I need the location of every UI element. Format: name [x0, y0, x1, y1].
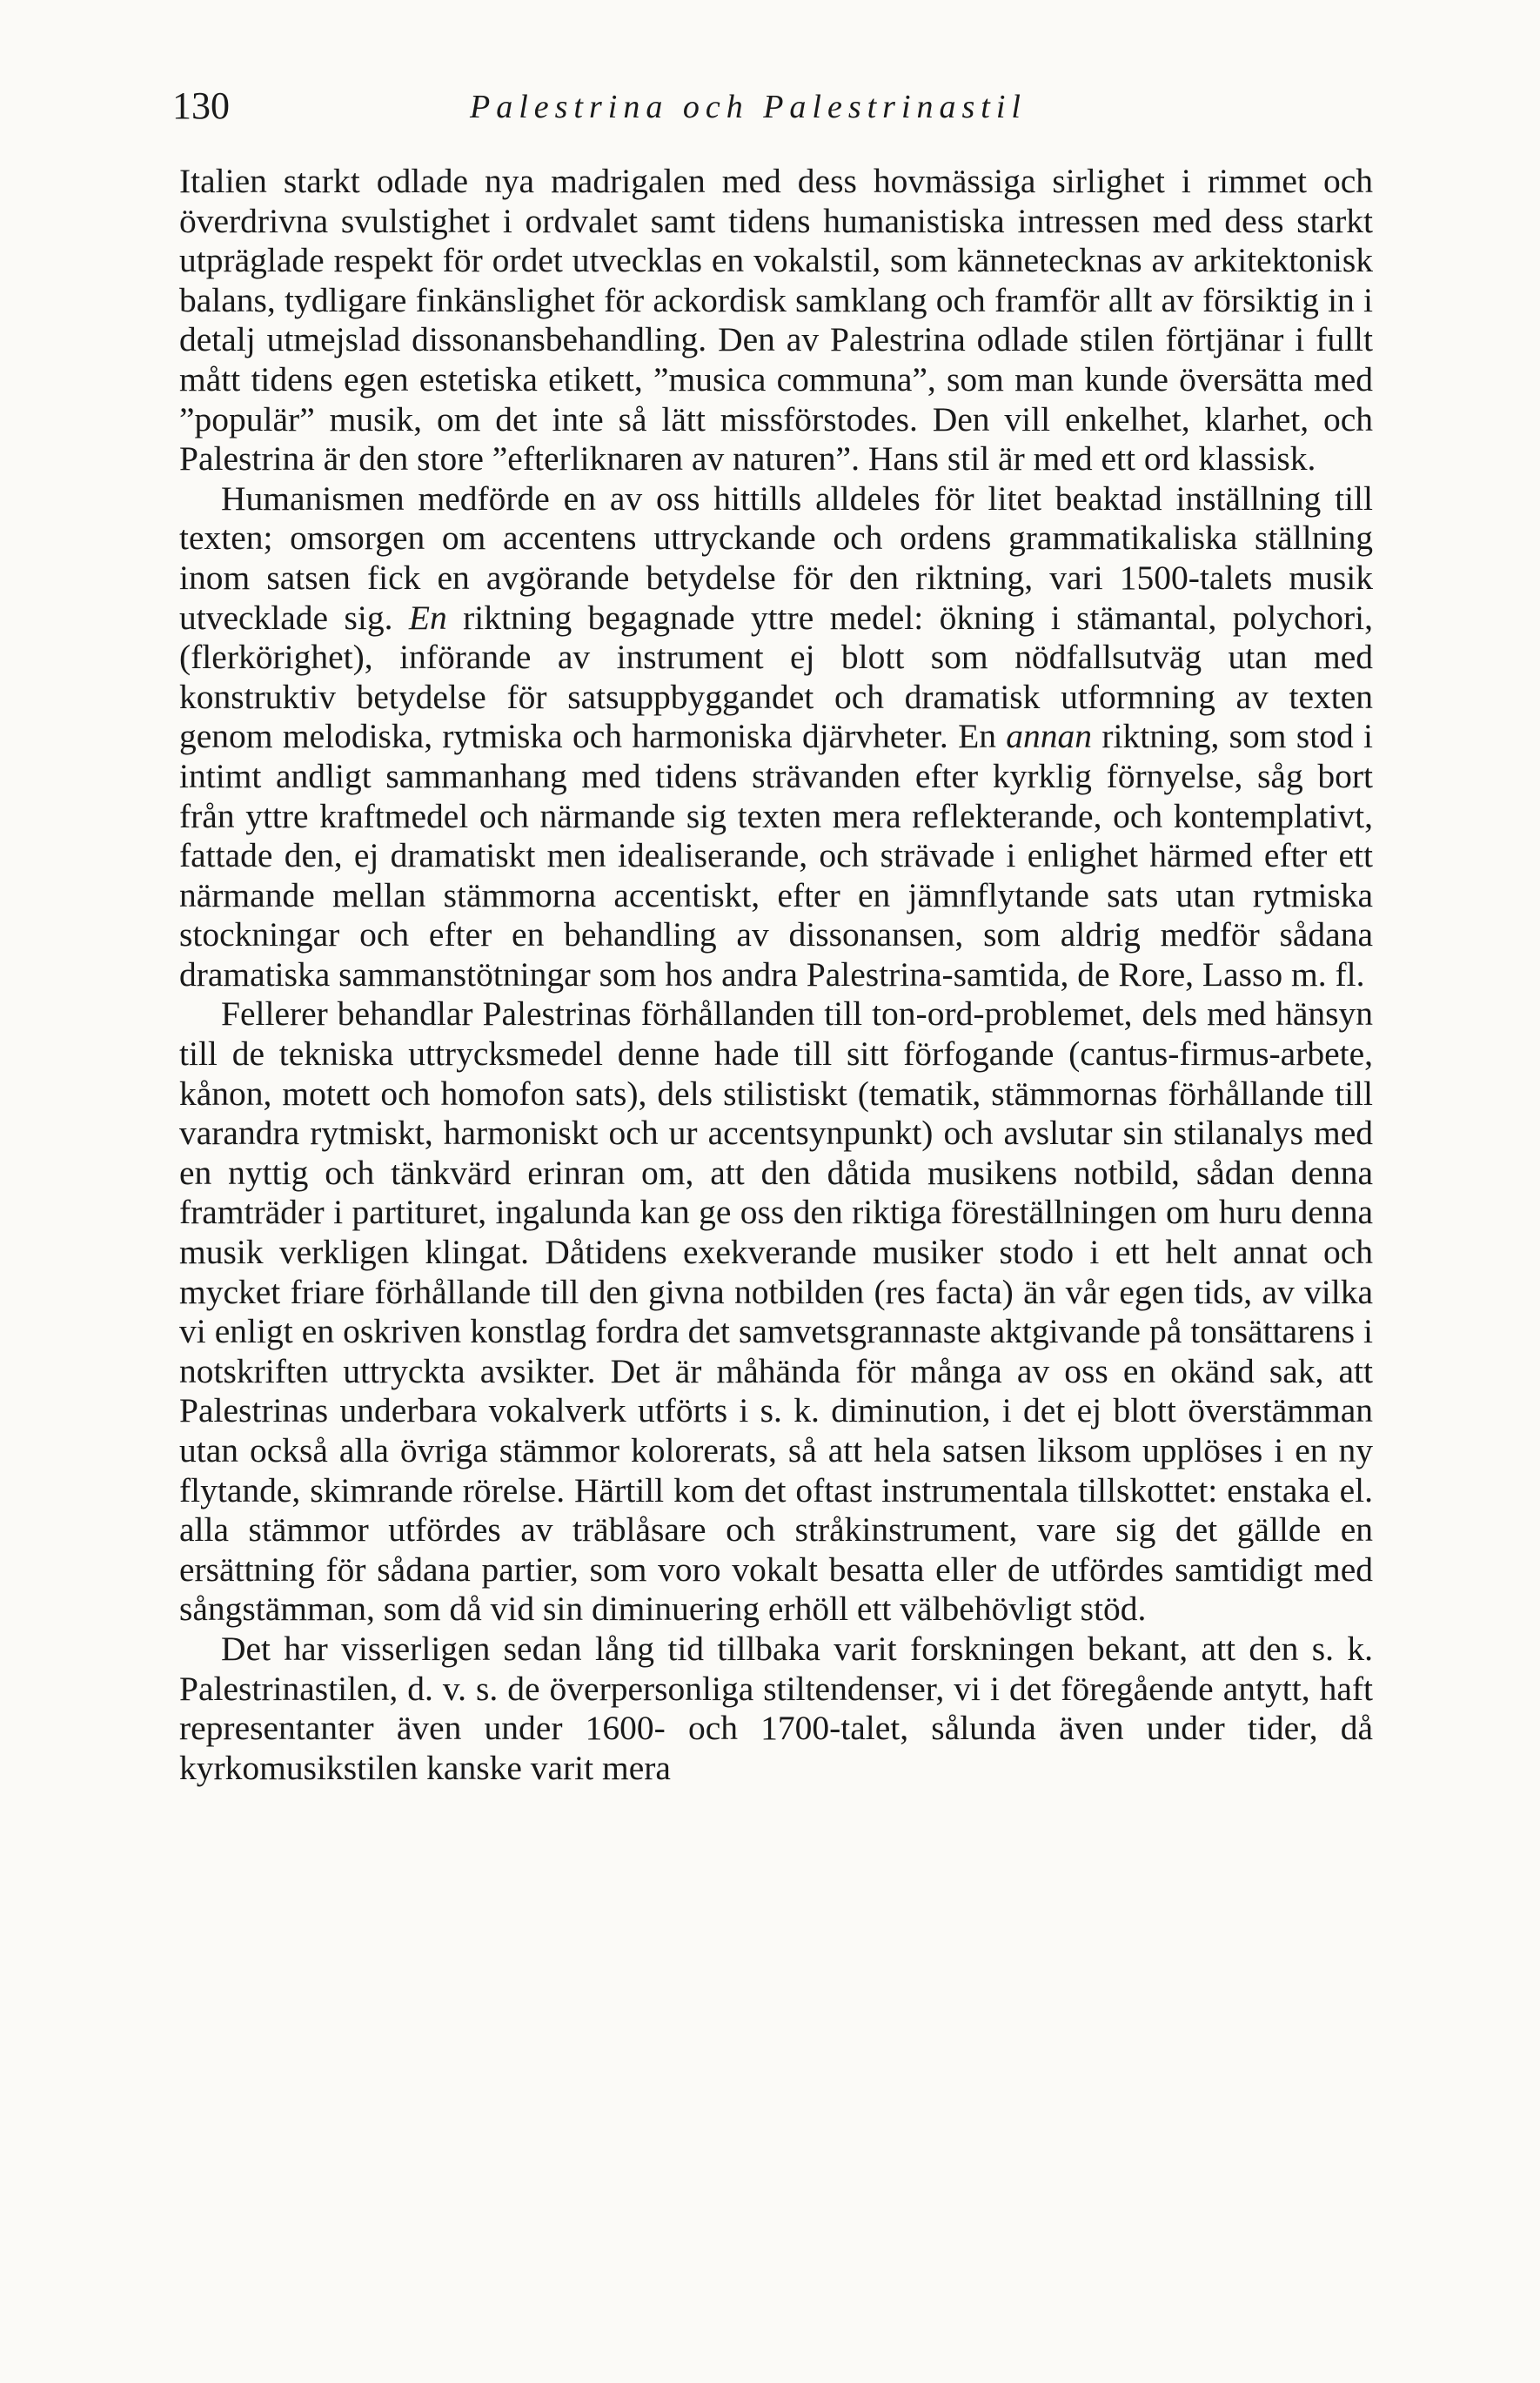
paragraph-3: [179, 994, 1373, 1630]
emphasis-en: En: [408, 598, 447, 637]
paragraph-2: [179, 479, 1373, 995]
emphasis-annan: annan: [1006, 717, 1093, 756]
page-number: 130: [172, 84, 230, 127]
running-title: Palestrina och Palestrinastil: [470, 89, 1027, 125]
paragraph-text: Humanismen medförde en av oss hittills alldeles för litet beaktad inställning till texten; omsorgen om accentens uttryckande och ordens grammatikaliska ställning inom satsen fick en avgörande betydelse för den riktning, vari 1500-talets musik utvecklade sig.: [179, 479, 1373, 637]
paragraph-text: Italien starkt odlade nya madrigalen med dess hovmässiga sirlighet i rimmet och överdrivna svulstighet i ordvalet samt tidens humanistiska intressen med dess starkt utpräglade respekt för ordet utvecklas en vokalstil, som kännetecknas av arkitektonisk balans, tydligare finkänslighet för ackordisk samklang och framför allt av försiktig in i detalj utmejslad dissonansbehandling. Den av Palestrina odlade stilen förtjänar i fullt mått tidens egen estetiska etikett, ”musica communa”, som man kunde översätta med ”populär” musik, om det inte så lätt missförstodes. Den vill enkelhet, klarhet, och Palestrina är den store ”efterliknaren av naturen”. Hans stil är med ett ord klassisk.: [179, 162, 1373, 479]
paragraph-text: Det har visserligen sedan lång tid tillbaka varit forskningen bekant, att den s. k. Palestrinastilen, d. v. s. de överpersonliga stiltendenser, vi i det föregående antytt, haft representanter även under 1600- och 1700-talet, sålunda även under tider, då kyrkomusikstilen kanske varit mera: [179, 1629, 1373, 1787]
paragraph-text: Fellerer behandlar Palestrinas förhållanden till ton-ord-problemet, dels med hänsyn till de tekniska uttrycksmedel denne hade till sitt förfogande (cantus-firmus-arbete, kånon, motett och homofon sats), dels stilistiskt (tematik, stämmornas förhållande till varandra rytmiskt, harmoniskt och ur accentsynpunkt) och avslutar sin stilanalys med en nyttig och tänkvärd erinran om, att den dåtida musikens notbild, sådan denna framträder i partituret, ingalunda kan ge oss den riktiga föreställningen om huru denna musik verkligen klingat. Dåtidens exekverande musiker stodo i ett helt annat och mycket friare förhållande till den givna notbilden (res facta) än vår egen tids, av vilka vi enligt en oskriven konstlag fordra det samvetsgrannaste aktgivande på tonsättarens i notskriften uttryckta avsikter. Det är måhända för många av oss en okänd sak, att Palestrinas underbara vokalverk utförts i s. k. diminution, i det ej blott överstämman utan också alla övriga stämmor kolorerats, så att hela satsen liksom upplöses i en ny flytande, skimrande rörelse. Härtill kom det oftast instrumentala tillskottet: enstaka el. alla stämmor utfördes av träblåsare och stråkinstrument, vare sig det gällde en ersättning för sådana partier, som voro vokalt besatta eller de utfördes samtidigt med sångstämman, som då vid sin diminuering erhöll ett välbehövligt stöd.: [179, 994, 1373, 1629]
paragraph-text: riktning begagnade yttre medel: ökning i stämantal, polychori, (flerkörighet), införande av instrument ej blott som nödfallsutväg utan med konstruktiv betydelse för satsuppbyggandet och dramatisk utformning av texten genom melodiska, rytmiska och harmoniska djärvheter. En: [179, 598, 1373, 756]
paragraph-4: [179, 1630, 1373, 1788]
paragraph-text: riktning, som stod i intimt andligt sammanhang med tidens strävanden efter kyrklig förnyelse, såg bort från yttre kraftmedel och närmande sig texten mera reflekterande, och kontemplativt, fattade den, ej dramatiskt men idealiserande, och strävade i enlighet härmed efter ett närmande mellan stämmorna accentiskt, efter en jämnflytande sats utan rytmiska stockningar och efter en behandling av dissonansen, som aldrig medför sådana dramatiska sammanstötningar som hos andra Palestrina-samtida, de Rore, Lasso m. fl.: [179, 717, 1373, 994]
paragraph-1: [179, 162, 1373, 479]
body-text: [179, 162, 1373, 1788]
